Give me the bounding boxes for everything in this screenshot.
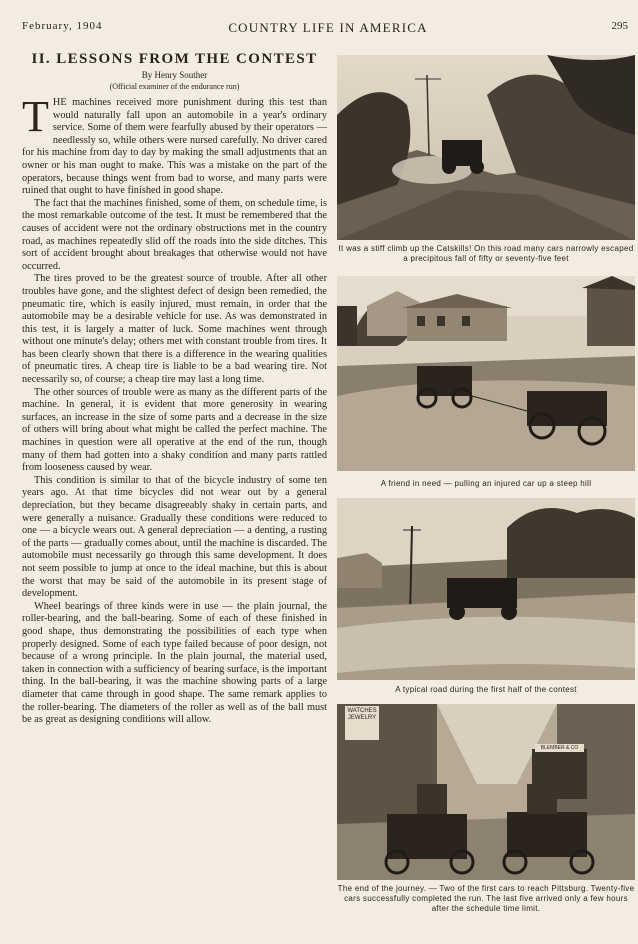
photo-caption: The end of the journey. — Two of the first cars to reach Pittsburg. Twenty-five cars successfully completed the run. The last five arrived only a few hours after the schedule time limit.	[337, 884, 635, 913]
page-header	[22, 20, 634, 36]
paragraph: This condition is similar to that of the bicycle industry of some ten years ago. At that time bicycles did not wear out by a general depreciation, but they became disagreeably shaky in certain parts, and were generally a nuisance. Gradually these conditions were reduced to one — a bicycle wears out. A general depreciation — a denting, a rusting of the parts — gradually comes about, until the machine is discarded. The automobile must necessarily go through this same development. It does not seem possible to jump at once to the ideal machine, but this is about the worst that may be said of the automobile in its present stage of development.	[22, 474, 327, 600]
paragraph: Wheel bearings of three kinds were in use — the plain journal, the roller-bearing, and the ball-bearing. Some of each of these finished in good shape, thus demonstrating the possibilities of each type when properly designed. Some of each type failed because of poor design, not because of a wrong principle. In the plain journal, the material used, taken in connection with a sufficiency of bearing surface, is the important thing. In the ball-bearing, it was the machine showing parts of a large diameter that came through in good shape. The same remark applies to the roller-bearing. The diameters of the roller as well as of the ball must be as great as designing conditions will allow.	[22, 600, 327, 726]
paragraph: The fact that the machines finished, some of them, on schedule time, is the most remarkable outcome of the test. It must be remembered that the causes of accident were not the ordinary obstructions met in the country road, as machines repeatedly slid off the roads into the side ditches. This sort of accident brought about breakages that otherwise would not have occurred.	[22, 197, 327, 272]
article-body	[22, 92, 327, 727]
sign-streetcar: BLEMBER & CO	[540, 745, 579, 751]
paragraph: The tires proved to be the greatest source of trouble. After all other troubles have gone, and the slightest defect of design been remedied, the pneumatic tire, which is easily injured, must remain, in order that the automobile may be a desirable vehicle for use. As was demonstrated in this test, it is largely a matter of luck. Some machines went through without one minute's delay; others met with constant trouble from tires. It has been clearly shown that there is a difference in the wearing qualities of pneumatic tires. A cheap tire is liable to be a bad wearing tire. Not necessarily so, of course; a cheap tire may last a long time.	[22, 273, 327, 386]
photo-towing-car	[337, 276, 635, 471]
article-title: II. LESSONS FROM THE CONTEST	[31, 51, 318, 67]
photo-pittsburg-arrival	[337, 704, 635, 880]
paragraph-text: HE machines received more punishment during this test than would naturally fall upon an automobile in a year's ordinary service. Some of them were fearfully abused by their operators — needlessly so, while others were nursed carefully. No driver cared for his machine from day to day by making the small adjustments that an owner or his man ought to make. This was a mistake on the part of the operators, because things went from bad to worse, and many parts were ruined that ought to have finished in good shape.	[22, 97, 327, 197]
drop-cap: T	[22, 92, 49, 141]
photo-caption: It was a stiff climb up the Catskills! On this road many cars narrowly escaped a precipitous fall of fifty or seventy-five feet	[338, 244, 634, 263]
paragraph: The other sources of trouble were as many as the different parts of the machine. In general, it is evident that more generosity in wearing surfaces, an increase in the size of some parts and a decrease in the size of others will bring about what might be called the perfect machine. The machines in question were all operative at the end of the run, though many of them had gotten into a shaky condition and many parts rattled from looseness caused by wear.	[22, 386, 327, 474]
photo-caption: A typical road during the first half of the contest	[395, 685, 577, 694]
photo-catskills-climb	[337, 55, 635, 240]
photo-caption: A friend in need — pulling an injured car up a steep hill	[380, 479, 592, 488]
author-role: (Official examiner of the endurance run)	[109, 82, 240, 91]
paragraph	[22, 92, 327, 198]
magazine-title: COUNTRY LIFE IN AMERICA	[228, 20, 428, 35]
byline: By Henry Souther	[141, 70, 208, 80]
sign-jewelry: WATCHES JEWELRY	[347, 708, 377, 721]
issue-date: February, 1904	[22, 20, 103, 32]
page-number: 295	[611, 20, 628, 32]
photo-muddy-road	[337, 498, 635, 680]
article-column	[22, 50, 327, 940]
